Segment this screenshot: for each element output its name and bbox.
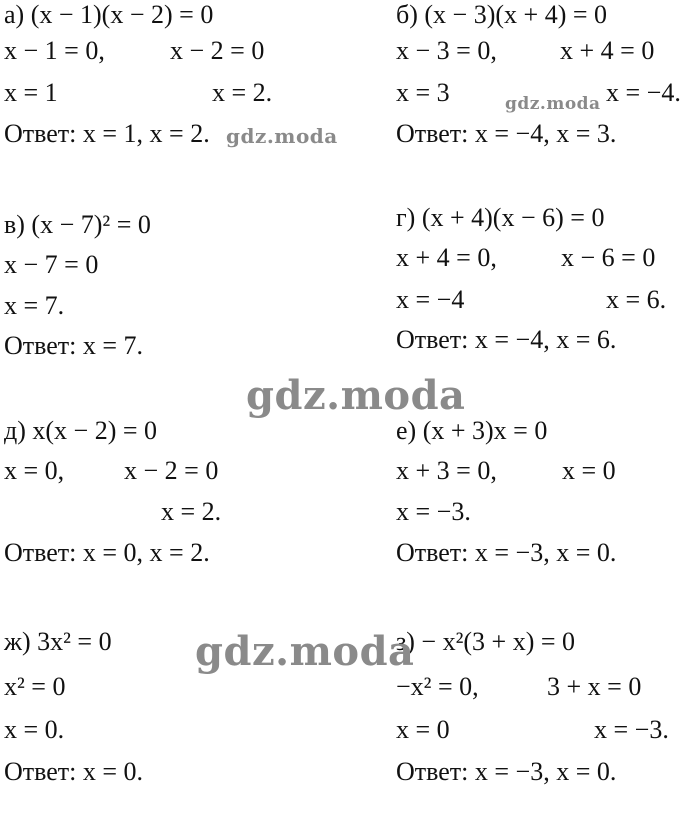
- problem-d-factor2: x − 2 = 0: [124, 456, 219, 485]
- problem-a-factor2: x − 2 = 0: [170, 36, 265, 65]
- problem-z-step1: [396, 672, 686, 702]
- problem-d-step2: x = 2.: [161, 497, 222, 526]
- problem-z-answer: Ответ: x = −3, x = 0.: [396, 757, 617, 786]
- problem-zh-step1: x² = 0: [4, 672, 66, 701]
- watermark-top-right: gdz.moda: [505, 94, 601, 114]
- problem-z-root2: x = −3.: [594, 715, 669, 744]
- problem-b-step1: [396, 36, 686, 66]
- watermark-top-left: gdz.moda: [226, 124, 338, 148]
- problem-d-step1: [4, 456, 304, 486]
- problem-e-factor1: x + 3 = 0,: [396, 456, 497, 485]
- problem-a-root1: x = 1: [4, 78, 58, 107]
- problem-a-factor1: x − 1 = 0,: [4, 36, 105, 65]
- problem-b-root1: x = 3: [396, 78, 450, 107]
- problem-d-root1: x = 0,: [4, 456, 65, 485]
- problem-d-answer: Ответ: x = 0, x = 2.: [4, 538, 210, 567]
- problem-a-equation: а) (x − 1)(x − 2) = 0: [4, 0, 214, 29]
- problem-g-root1: x = −4: [396, 285, 465, 314]
- problem-g-answer: Ответ: x = −4, x = 6.: [396, 325, 617, 354]
- problem-e-root2: x = 0: [562, 456, 616, 485]
- problem-zh-equation: ж) 3x² = 0: [4, 627, 112, 656]
- problem-b-factor2: x + 4 = 0: [560, 36, 655, 65]
- problem-b-factor1: x − 3 = 0,: [396, 36, 497, 65]
- problem-e-equation: е) (x + 3)x = 0: [396, 416, 548, 445]
- problem-z-equation: з) − x²(3 + x) = 0: [396, 627, 576, 656]
- problem-v-step2: x = 7.: [4, 291, 65, 320]
- problem-a-step1: [4, 36, 304, 66]
- problem-z-step2: [396, 715, 686, 745]
- problem-v-step1: x − 7 = 0: [4, 250, 99, 279]
- problem-v-equation: в) (x − 7)² = 0: [4, 210, 151, 239]
- problem-zh-step2: x = 0.: [4, 715, 65, 744]
- problem-e-step2: x = −3.: [396, 497, 471, 526]
- problem-a-answer: Ответ: x = 1, x = 2.: [4, 119, 210, 148]
- problem-b-equation: б) (x − 3)(x + 4) = 0: [396, 0, 608, 29]
- problem-a-root2: x = 2.: [212, 78, 273, 107]
- problem-z-factor2: 3 + x = 0: [547, 672, 642, 701]
- problem-b-answer: Ответ: x = −4, x = 3.: [396, 119, 617, 148]
- problem-v-answer: Ответ: x = 7.: [4, 331, 144, 360]
- watermark-bottom: gdz.moda: [195, 628, 415, 675]
- problem-d-equation: д) x(x − 2) = 0: [4, 416, 158, 445]
- problem-a-step2: [4, 78, 304, 108]
- problem-z-root1: x = 0: [396, 715, 450, 744]
- problem-e-answer: Ответ: x = −3, x = 0.: [396, 538, 617, 567]
- problem-z-factor1: −x² = 0,: [396, 672, 479, 701]
- problem-g-step1: [396, 243, 686, 273]
- problem-zh-answer: Ответ: x = 0.: [4, 757, 144, 786]
- problem-b-root2: x = −4.: [606, 78, 681, 107]
- problem-g-step2: [396, 285, 686, 315]
- problem-g-root2: x = 6.: [606, 285, 667, 314]
- problem-e-step1: [396, 456, 686, 486]
- problem-g-equation: г) (x + 4)(x − 6) = 0: [396, 203, 605, 232]
- watermark-center: gdz.moda: [246, 372, 466, 419]
- problem-g-factor1: x + 4 = 0,: [396, 243, 497, 272]
- problem-g-factor2: x − 6 = 0: [561, 243, 656, 272]
